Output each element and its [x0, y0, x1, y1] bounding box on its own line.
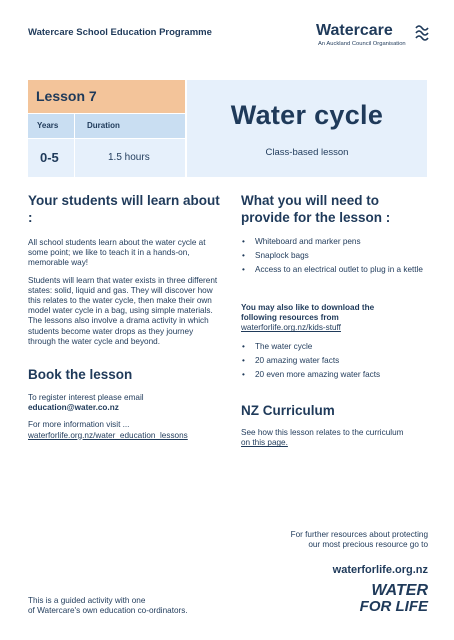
learn-paragraph-2: Students will learn that water exists in three different states: solid, liquid and gas. They will discover how this relates to the water cycle, then make their own model water cycle in a bag, using simple materials. The lessons also involve a drama activity in which students become water drops as they journey through the water cycle and beyond. — [28, 275, 218, 346]
wfl-line-1: WATER — [371, 582, 428, 599]
banner-rule — [28, 113, 185, 114]
banner-rule — [74, 114, 75, 177]
programme-title: Watercare School Education Programme — [28, 27, 212, 38]
resources-line-1: For further resources about protecting — [290, 530, 428, 539]
book-line-2: For more information visit ... — [28, 420, 130, 430]
need-list — [241, 237, 431, 276]
book-url-link[interactable]: waterforlife.org.nz/water_education_lessons — [28, 430, 188, 440]
book-email[interactable]: education@water.co.nz — [28, 403, 119, 413]
list-item: • 20 amazing water facts — [241, 356, 431, 366]
logo-name: Watercare — [316, 22, 393, 39]
list-item: • Whiteboard and marker pens — [241, 237, 431, 247]
years-label: Years — [37, 121, 59, 130]
learn-section — [28, 192, 223, 347]
book-heading: Book the lesson — [28, 367, 133, 382]
lesson-title: Water cycle — [230, 100, 384, 130]
learn-paragraph-1: All school students learn about the water cycle at some point; we like to teach it in a hands-on, memorable way! — [28, 238, 206, 268]
watercare-logo — [316, 22, 428, 52]
years-value: 0-5 — [40, 150, 59, 165]
learn-heading: Your students will learn about : — [28, 193, 220, 225]
resources-note — [240, 530, 428, 576]
list-item: • Access to an electrical outlet to plug in a kettle — [241, 265, 431, 275]
curriculum-text: See how this lesson relates to the curriculum — [241, 428, 404, 437]
need-heading-line-2: provide for the lesson : — [241, 210, 391, 225]
list-item: • 20 even more amazing water facts — [241, 370, 431, 380]
lesson-number: Lesson 7 — [36, 88, 97, 104]
wave-mark-icon — [414, 24, 430, 44]
water-for-life-logo — [350, 582, 428, 615]
wfl-line-2: FOR LIFE — [359, 598, 428, 615]
need-heading-line-1: What you will need to — [241, 193, 379, 208]
curriculum-section — [241, 402, 431, 448]
download-url-link[interactable]: waterforlife.org.nz/kids-stuff — [241, 323, 341, 333]
list-item: • Snaplock bags — [241, 251, 431, 261]
curriculum-link[interactable]: on this page. — [241, 438, 288, 448]
download-intro-line-1: You may also like to download the — [241, 303, 375, 312]
guided-line-1: This is a guided activity with one — [28, 596, 146, 605]
download-section — [241, 303, 431, 380]
guided-note — [28, 596, 228, 616]
lesson-subtitle: Class-based lesson — [265, 147, 349, 158]
download-intro-line-2: following resources from — [241, 313, 339, 323]
logo-subtitle: An Auckland Council Organisation — [318, 41, 406, 47]
guided-line-2: of Watercare's own education co-ordinators. — [28, 606, 188, 616]
curriculum-heading: NZ Curriculum — [241, 403, 335, 418]
banner-rule — [28, 138, 185, 139]
duration-value: 1.5 hours — [108, 152, 150, 163]
need-section — [241, 192, 431, 276]
book-line-1: To register interest please email — [28, 393, 144, 402]
book-section — [28, 366, 223, 441]
duration-label: Duration — [87, 121, 120, 130]
site-link[interactable]: waterforlife.org.nz — [332, 564, 428, 577]
resources-line-2: our most precious resource go to — [308, 540, 428, 550]
list-item: • The water cycle — [241, 342, 431, 352]
download-list — [241, 342, 431, 381]
